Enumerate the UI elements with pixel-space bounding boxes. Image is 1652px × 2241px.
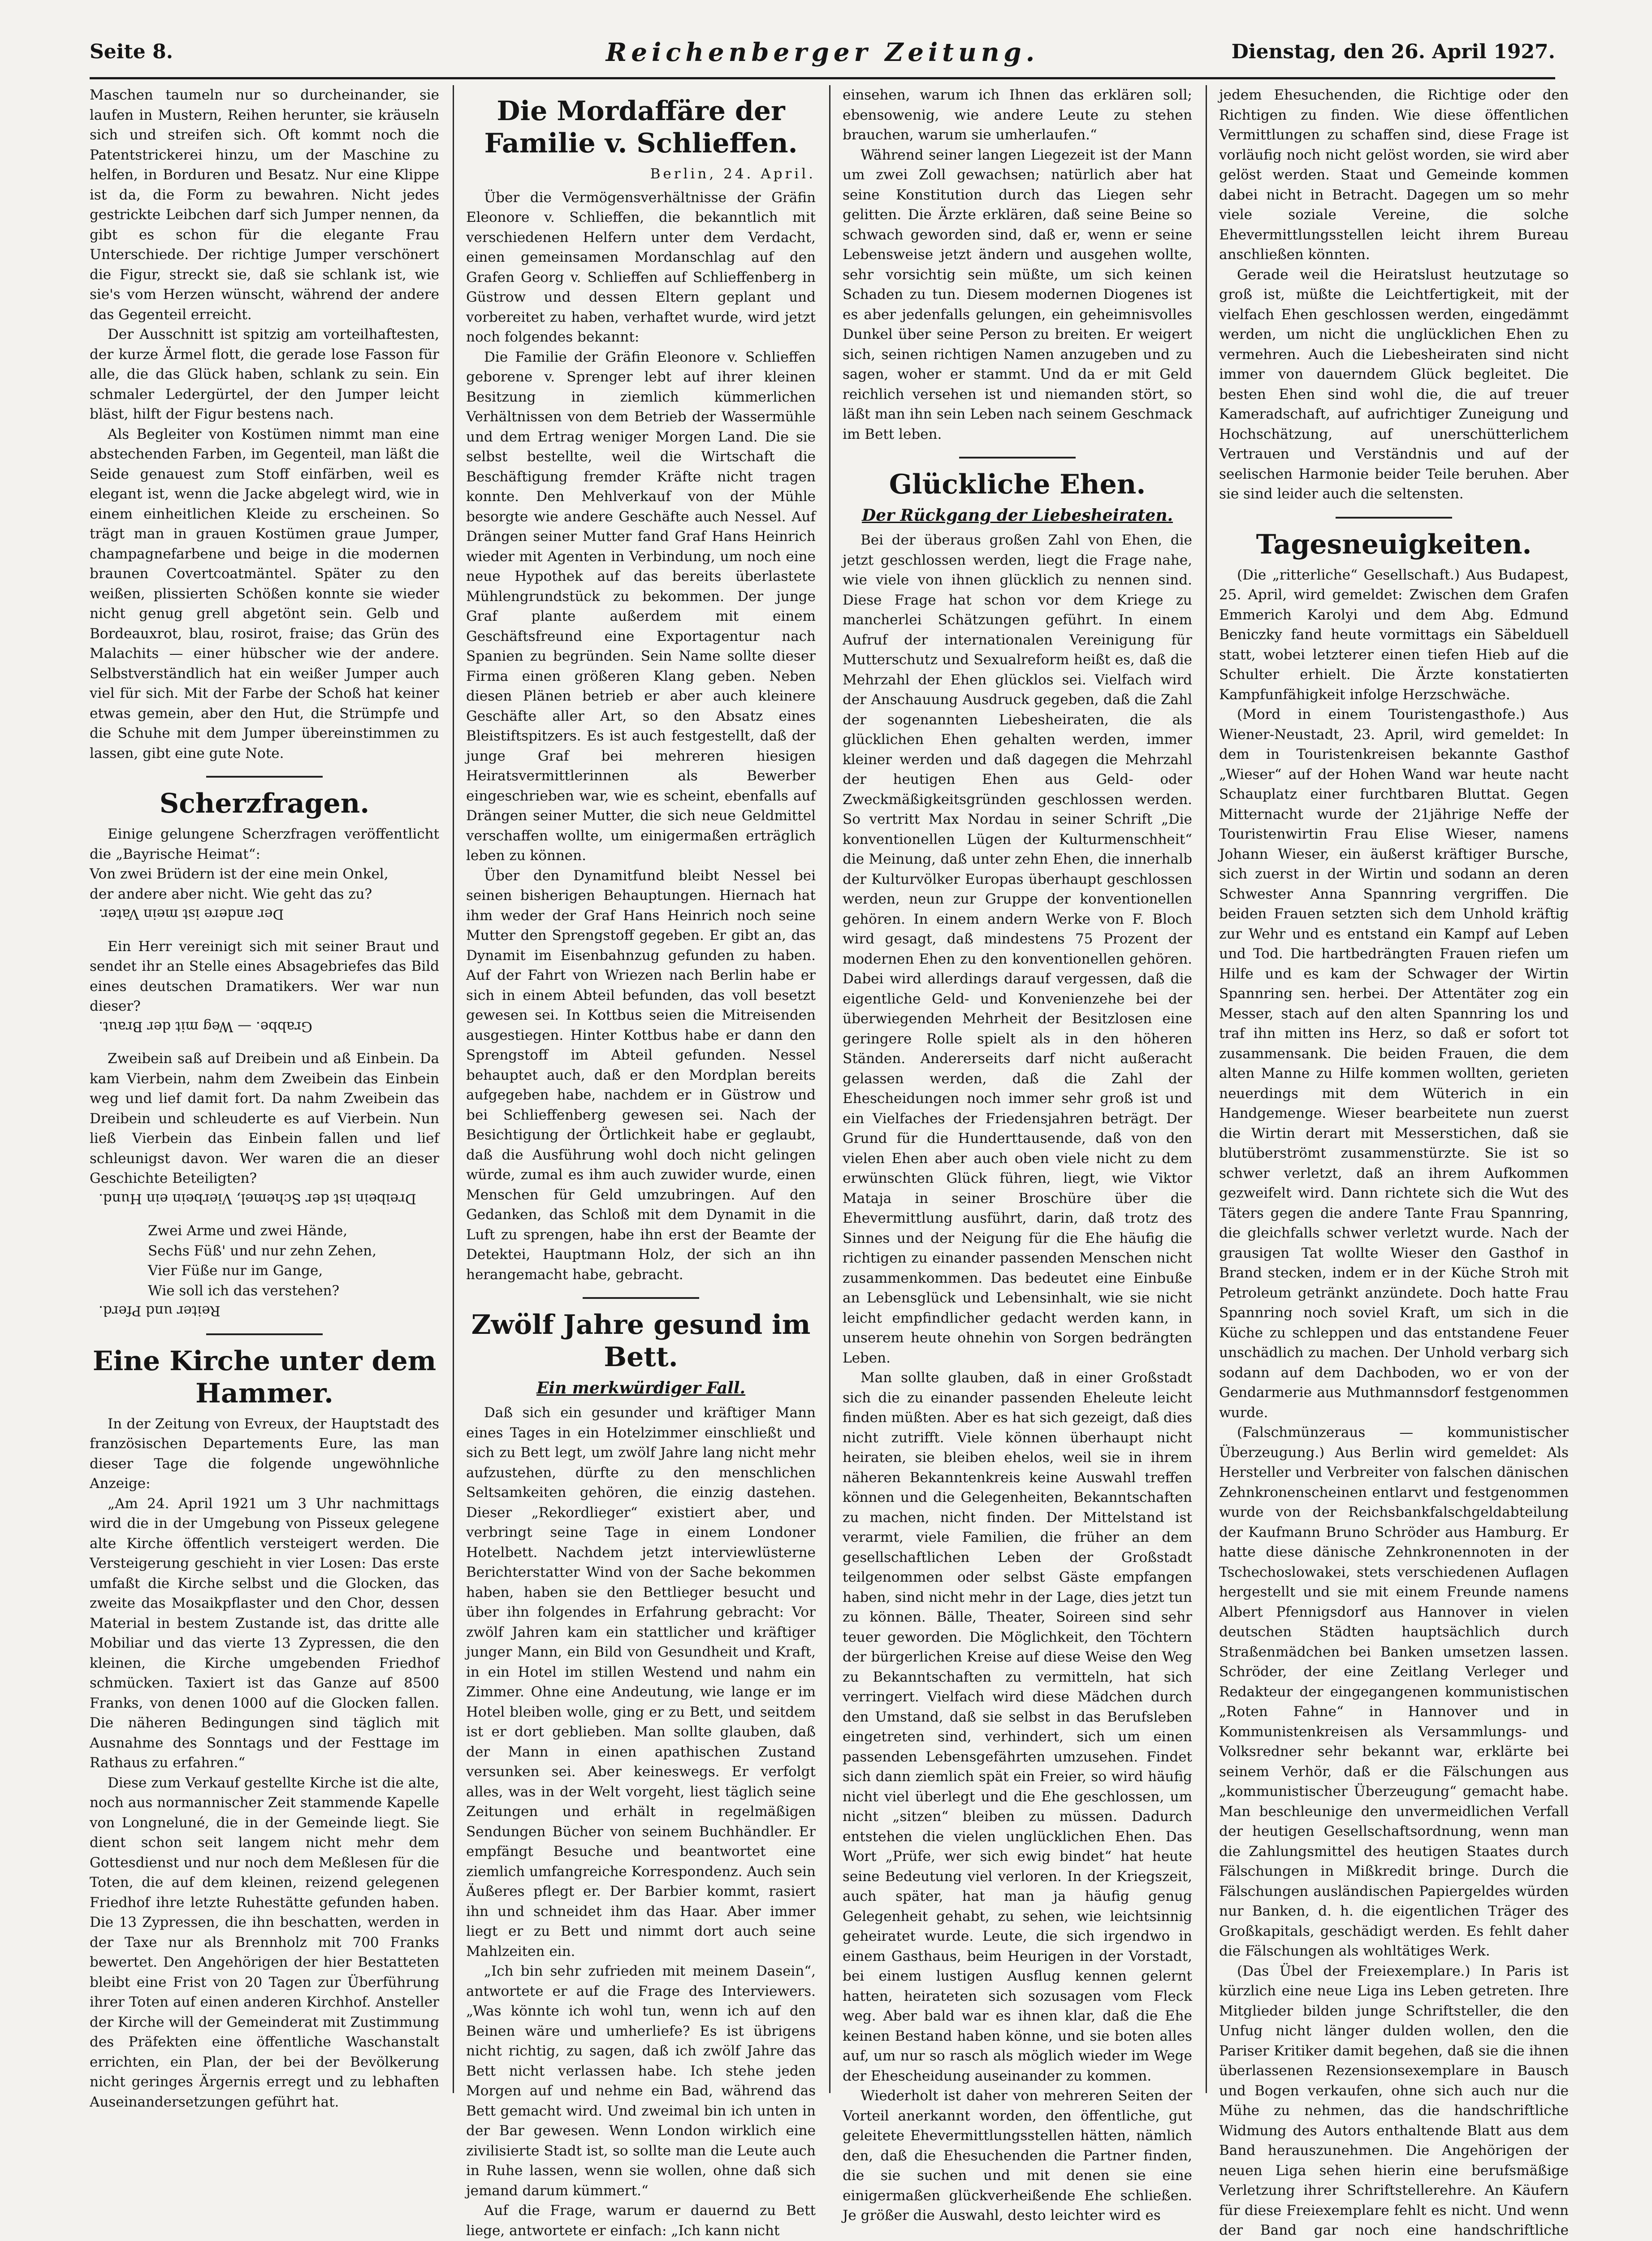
divider: [959, 457, 1076, 459]
news-item: (Mord in einem Touristengasthofe.) Aus Wiener-Neustadt, 23. April, wird gemeldet: In dem in Touristenkreisen bekannte Gasthof „Wieser“ auf der Hohen Wand war heute nacht Schauplatz einer furchtbaren Bluttat. Gegen Mitternacht wurde der 21jährige Neffe der Touristenwirtin Frau Elise Wieser, namens Johann Wieser, ein äußerst kräftiger Bursche, sich zuerst in der Wirtin und sodann an deren Schwester Anna Spannring vergriffen. Die beiden Frauen setzten sich dem Unhold kräftig zur Wehr und es entstand ein Kampf auf Leben und Tod. Die hartbedrängten Frauen riefen um Hilfe und es kam der Schwager der Wirtin Spannring sen. herbei. Der Attentäter zog ein Messer, stach auf den alten Spannring los und traf ihn mitten ins Herz, so daß er sofort tot zusammensank. Die beiden Frauen, die dem alten Manne zu Hilfe kommen wollten, gerieten neuerdings mit dem Wüterich in ein Handgemenge. Wieser bearbeitete nun zuerst die Wirtin derart mit Messerstichen, daß sie blutüberströmt zusammenstürzte. Sie ist so schwer verletzt, daß an ihrem Aufkommen gezweifelt wird. Dann richtete sich die Wut des Täters gegen die andere Tante Frau Spannring, die gleichfalls schwer verletzt wurde. Nach der grausigen Tat wollte Wieser den Gasthof in Brand stecken, indem er in der Küche Stroh mit Petroleum getränkt anzündete. Doch hatte Frau Spannring noch soviel Kraft, um sich in die Küche zu schleppen und das entstandene Feuer unschädlich zu machen. Der Unhold verbarg sich sodann auf dem Dachboden, wo er von der Gendarmerie aus Muthmannsdorf festgenommen wurde.: [1219, 705, 1569, 1423]
divider: [1336, 517, 1452, 519]
column-1: [90, 85, 439, 2089]
news-item: (Falschmünzeraus — kommunistischer Überzeugung.) Aus Berlin wird gemeldet: Als Hersteller und Verbreiter von falschen dänischen Zehnkronenscheinen entlarvt und festgenommen wurde von der Reichsbankfalschgeldabteilung der Kaufmann Bruno Schröder aus Hamburg. Er hatte diese dänische Zehnkronennoten in der Tschechoslowakei, stets verschiedenen Auflagen hergestellt und sie mit einem Freunde namens Albert Pfennigsdorf aus Hannover in vielen deutschen Städten hauptsächlich durch Straßenmädchen bei Banken umsetzen lassen. Schröder, der eine Zeitlang Verleger und Redakteur der eingegangenen kommunistischen „Roten Fahne“ in Hannover und in Kommunistenkreisen als Versammlungs- und Volksredner sehr bekannt war, erklärte bei seinem Verhör, daß er die Fälschungen aus „kommunistischer Überzeugung“ gemacht habe. Man beschleunige den unvermeidlichen Verfall der heutigen Gesellschaftsordnung, wenn man die Zahlungsmittel des heutigen Staates durch Fälschungen in Mißkredit bringe. Durch die Fälschungen ausländischen Papiergeldes würden nur Banken, d. h. die eigentlichen Träger des Großkapitals, geschädigt werden. Es fehlt daher die Fälschungen als wohltätiges Werk.: [1219, 1423, 1569, 1961]
article-subheading: Der Rückgang der Liebesheiraten.: [843, 505, 1192, 526]
divider: [583, 1297, 699, 1299]
column-rule: [453, 85, 454, 2093]
article-text: Wiederholt ist daher von mehreren Seiten der Vorteil anerkannt worden, den öffentliche, gut geleitete Ehevermittlungsstellen hätten, nämlich den, daß die Ehesuchenden die Partner finden, die sie suchen und mit denen sie eine einigermaßen glückverheißende Ehe schließen. Je größer die Auswahl, desto leichter wird es: [843, 2086, 1192, 2226]
article-text: In der Zeitung von Evreux, der Hauptstadt des französischen Departements Eure, las man dieser Tage die folgende ungewöhnliche Anzeige:: [90, 1414, 439, 1494]
article-heading: Tagesneuigkeiten.: [1219, 528, 1569, 561]
riddle-question: der andere aber nicht. Wie geht das zu?: [90, 884, 439, 904]
article-heading: Scherzfragen.: [90, 787, 439, 820]
page-header: [90, 37, 1555, 79]
article-text: Diese zum Verkauf gestellte Kirche ist die alte, noch aus normannischer Zeit stammende Kapelle von Longneluné, die in der Gemeinde liegt. Sie dient schon seit langem nicht mehr dem Gottesdienst und nur noch dem Meßlesen für die Toten, die auf dem kleinen, reizend gelegenen Friedhof ihre letzte Ruhestätte gefunden haben. Die 13 Zypressen, die ihn beschatten, werden in der Taxe nur als Brennholz mit 700 Franks bewertet. Den Angehörigen der hier Bestatteten bleibt eine Frist von 20 Tagen zur Überführung ihrer Toten auf einen anderen Kirchhof. Ansteller der Kirche will der Gemeinderat mit Zustimmung des Präfekten eine öffentliche Waschanstalt errichten, ein Plan, der bei der Bevölkerung nicht geringes Ärgernis erregt und zu lebhaften Auseinandersetzungen geführt hat.: [90, 1773, 439, 2112]
dateline: Berlin, 24. April.: [466, 164, 816, 184]
page-number: Seite 8.: [90, 40, 173, 63]
article-text: Einige gelungene Scherzfragen veröffentlicht die „Bayrische Heimat“:: [90, 824, 439, 864]
riddle-verse-line: Wie soll ich das verstehen?: [90, 1281, 439, 1301]
article-text: einsehen, warum ich Ihnen das erklären soll; ebensowenig, wie andere Leute zu stehen brauchen, warum sie umherlaufen.“: [843, 85, 1192, 145]
column-rule: [829, 85, 830, 2093]
article-text: Daß sich ein gesunder und kräftiger Mann eines Tages in ein Hotelzimmer einschließt und sich zu Bett legt, um zwölf Jahre lang nicht mehr aufzustehen, dürfte zu den menschlichen Seltsamkeiten gehören, die einzig dastehen. Dieser „Rekordlieger“ existiert aber, und verbringt seine Tage in einem Londoner Hotelbett. Nachdem jetzt interviewlüsterne Berichterstatter Wind von der Sache bekommen haben, haben sie den Bettlieger besucht und über ihn folgendes in Erfahrung gebracht: Vor zwölf Jahren kam ein stattlicher und kräftiger junger Mann, ein Bild von Gesundheit und Kraft, in ein Hotel im stillen Westend und nahm ein Zimmer. Ohne eine Andeutung, wie lange er im Hotel bleiben wolle, ging er zu Bett, und seitdem ist er dort geblieben. Man sollte glauben, daß der Mann in einen apathischen Zustand versunken sei. Aber keineswegs. Er verfolgt alles, was in der Welt vorgeht, liest täglich seine Zeitungen und erhält in regelmäßigen Sendungen Bücher von seinem Buchhändler. Er empfängt Besuche und beantwortet eine ziemlich umfangreiche Korrespondenz. Auch sein Äußeres pflegt er. Der Barbier kommt, rasiert ihn und schneidet ihm das Haar. Aber immer liegt er zu Bett und nimmt dort auch seine Mahlzeiten ein.: [466, 1403, 816, 1961]
masthead: Reichenberger Zeitung.: [90, 38, 1555, 67]
riddle-verse-line: Vier Füße nur im Gange,: [90, 1261, 439, 1281]
article-text: Bei der überaus großen Zahl von Ehen, die jetzt geschlossen werden, liegt die Frage nahe, wie viele von ihnen glücklich zu nennen sind. Diese Frage hat schon vor dem Kriege zu mancherlei Schätzungen geführt. In einem Aufruf der internationalen Vereinigung für Mutterschutz und Sexualreform heißt es, daß die Mehrzahl der Ehen glücklos sei. Vielfach wird der Anschauung Ausdruck gegeben, daß die Zahl der sogenannten Liebesheiraten, die als glücklichen Ehen gehalten werden, immer kleiner werden und daß dagegen die Mehrzahl der heutigen Ehen aus Geld- oder Zweckmäßigkeitsgründen geschlossen werden. So vertritt Max Nordau in seiner Schrift „Die konventionellen Lügen der Kulturmenschheit“ die Meinung, daß unter zehn Ehen, die innerhalb der Kulturvölker Europas überhaupt geschlossen werden, neun zur Gruppe der konventionellen gehören. In einem andern Werke von F. Bloch wird gesagt, daß mindestens 75 Prozent der modernen Ehen zu den konventionellen gehören. Dabei wird allerdings darauf vergessen, daß die eigentliche Geld- und Konvenienzehe bei der überwiegenden Mehrheit der Besitzlosen eine geringere Rolle spielt als in den höheren Ständen. Andererseits darf nicht außeracht gelassen werden, daß die Zahl der Ehescheidungen noch immer sehr groß ist und ein Vielfaches der Friedensjahren beträgt. Der Grund für die Hunderttausende, daß von den vielen Ehen aber auch oben viele nicht zu dem erwünschten Glück führen, liegt, wie Viktor Mataja in seiner Broschüre über die Ehevermittlung ausführt, darin, daß trotz des Sinnes und der Neigung für die Ehe häufig die richtigen zu einander passenden Menschen nicht zusammenkommen. Das bedeutet eine Einbuße an Lebensglück und Lebensinhalt, wie sie nicht leicht empfindlicher gedacht werden kann, in unserem heute ohnehin von Sorgen bedrängten Leben.: [843, 530, 1192, 1368]
article-heading: Eine Kirche unter dem Hammer.: [90, 1345, 439, 1410]
article-text: Die Familie der Gräfin Eleonore v. Schlieffen geborene v. Sprenger lebt auf ihrer kleinen Besitzung in ziemlich kümmerlichen Verhältnissen von dem Betrieb der Wassermühle und dem Ertrag weniger Morgen Land. Die sie selbst bestellte, weil die Wirtschaft die Beschäftigung fremder Kräfte nicht tragen konnte. Den Mehlverkauf von der Mühle besorgte wie andere Geschäfte auch Nessel. Auf Drängen seiner Mutter fand Graf Hans Heinrich wieder mit Agenten in Verbindung, um noch eine neue Hypothek auf das bereits überlastete Mühlengrundstück zu bekommen. Der junge Graf plante außerdem mit einem Geschäftsfreund eine Exportagentur nach Spanien zu begründen. Sein Name sollte dieser Firma einen größeren Klang geben. Neben diesen Plänen betrieb er aber auch kleinere Geschäfte aller Art, so den Absatz eines Bleistiftspitzers. Es ist auch festgestellt, daß der junge Graf bei mehreren hiesigen Heiratsvermittlerinnen als Bewerber eingeschrieben war, wie es scheint, ebenfalls auf Drängen seiner Mutter, die sich neue Geldmittel verschaffen wollte, um einigermaßen erträglich leben zu können.: [466, 347, 816, 866]
article-text: Während seiner langen Liegezeit ist der Mann um zwei Zoll gewachsen; natürlich aber hat seine Konstitution durch das Liegen sehr gelitten. Die Ärzte erklären, daß seine Beine so schwach geworden sind, daß er, wenn er seine Lebensweise jetzt ändern und ausgehen wollte, sehr vorsichtig sein müßte, um sich keinen Schaden zu tun. Diesem modernen Diogenes ist es aber jedenfalls gelungen, ein geheimnisvolles Dunkel über seine Person zu breiten. Er weigert sich, seinen richtigen Namen anzugeben und zu sagen, woher er stammt. Und da er mit Geld reichlich versehen ist und niemanden stört, so läßt man ihn sein Leben nach seinem Geschmack im Bett leben.: [843, 145, 1192, 445]
article-text: Über die Vermögensverhältnisse der Gräfin Eleonore v. Schlieffen, die bekanntlich mit verschiedenen Helfern unter dem Verdacht, einen gemeinsamen Mordanschlag auf den Grafen Georg v. Schlieffen auf Schlieffenberg in Güstrow und dessen Eltern geplant und vorbereitet zu haben, verhaftet wurde, wird jetzt noch folgendes bekannt:: [466, 188, 816, 347]
news-item: (Das Übel der Freiexemplare.) In Paris ist kürzlich eine neue Liga ins Leben getreten. Ihre Mitglieder bilden junge Schriftsteller, die den Unfug nicht länger dulden wollen, den die Pariser Kritiker damit begehen, daß sie die ihnen überlassenen Rezensionsexemplare in Bausch und Bogen verkaufen, ohne sich auch nur die Mühe zu nehmen, das die handschriftliche Widmung des Autors enthaltende Blatt aus dem Band herauszunehmen. Die Angehörigen der neuen Liga sehen hierin eine berufsmäßige Verletzung ihrer Schriftstellerehre. An Käufern für diese Freiexemplare fehlt es nicht. Und wenn der Band gar noch eine handschriftliche: [1219, 1961, 1569, 2241]
issue-date: Dienstag, den 26. April 1927.: [1232, 40, 1555, 63]
riddle-verse-line: Sechs Füß' und nur zehn Zehen,: [90, 1241, 439, 1261]
article-text: Man sollte glauben, daß in einer Großstadt sich die zu einander passenden Eheleute leicht finden müßten. Aber es hat sich gezeigt, daß dies nicht zutrifft. Viele können überhaupt nicht heiraten, sie bleiben ehelos, weil sie in ihrem näheren Bekanntenkreis keine Auswahl treffen können und die Gelegenheiten, Bekanntschaften zu machen, nicht finden. Der Mittelstand ist verarmt, viele Familien, die früher an dem gesellschaftlichen Leben der Großstadt teilgenommen oder selbst Gäste empfangen haben, sind nicht mehr in der Lage, dies jetzt tun zu können. Bälle, Theater, Soireen sind sehr teuer geworden. Die Möglichkeit, den Töchtern der bürgerlichen Kreise auf diese Weise den Weg zu Bekanntschaften zu vermitteln, hat sich verringert. Vielfach wird diese Mädchen durch den Umstand, daß sie selbst in das Berufsleben eingetreten sind, verhindert, sich um einen passenden Lebensgefährten umzusehen. Findet sich dann ziemlich spät ein Freier, so wird häufig nicht viel überlegt und die Ehe geschlossen, um nicht „sitzen“ bleiben zu müssen. Dadurch entstehen die vielen unglücklichen Ehen. Das Wort „Prüfe, wer sich ewig bindet“ hat heute seine Bedeutung viel verloren. In der Kriegszeit, auch später, hat man ja häufig genug Gelegenheit gehabt, zu sehen, wie leichtsinnig geheiratet wurde. Leute, die sich irgendwo in einem Gasthaus, beim Heurigen in der Vorstadt, bei einem lustigen Ausflug kennen gelernt hatten, heirateten sich sozusagen vom Fleck weg. Aber bald war es ihnen klar, daß die Ehe keinen Bestand haben könne, und sie boten alles auf, um nur so rasch als möglich wieder im Wege der Ehescheidung auseinander zu kommen.: [843, 1368, 1192, 2086]
riddle-answer-inverted: Grabbe. — Weg mit der Braut.: [90, 1017, 439, 1037]
article-text: Der Ausschnitt ist spitzig am vorteilhaftesten, der kurze Ärmel flott, die gerade lose Fasson für alle, die das Glück haben, schlank zu sein. Ein schmaler Ledergürtel, der den Jumper leicht bläst, hilft der Figur bestens nach.: [90, 324, 439, 424]
riddle-question: Ein Herr vereinigt sich mit seiner Braut und sendet ihr an Stelle eines Absagebriefes das Bild eines deutschen Dramatikers. Wer war nun dieser?: [90, 937, 439, 1017]
column-2: [466, 85, 816, 2089]
article-text: Als Begleiter von Kostümen nimmt man eine abstechenden Farben, im Gegenteil, man läßt die Seide genauest zum Stoff einfärben, weil es elegant ist, wenn die Jacke abgelegt wird, wie in einem einheitlichen Kleide zu erscheinen. So trägt man in grauen Kostümen graue Jumper, champagnefarbene und beige in die modernen braunen Covertcoatmäntel. Später zu den weißen, plissierten Schößen konnte sie wieder nicht genug grell abgetönt sein. Gelb und Bordeauxrot, blau, rosirot, fraise; das Grün des Malachits — einer hübscher wie der andere. Selbstverständlich hat ein weißer Jumper auch viel für sich. Mit der Farbe der Schoß hat keiner etwas gemein, aber den Hut, die Strümpfe und die Schuhe mit dem Jumper übereinstimmen zu lassen, gibt eine gute Note.: [90, 424, 439, 764]
article-heading: Die Mordaffäre der Familie v. Schlieffen.: [466, 95, 816, 160]
news-item: (Die „ritterliche“ Gesellschaft.) Aus Budapest, 25. April, wird gemeldet: Zwischen dem Grafen Emmerich Karolyi und dem Abg. Edmund Beniczky fand heute vormittags ein Säbelduell statt, wobei letzterer einen tiefen Hieb auf die Schulter erhielt. Die Ärzte konstatierten Kampfunfähigkeit infolge Herzschwäche.: [1219, 565, 1569, 705]
column-4: [1219, 85, 1569, 2089]
article-heading: Zwölf Jahre gesund im Bett.: [466, 1309, 816, 1373]
divider: [206, 776, 323, 778]
article-text: Über den Dynamitfund bleibt Nessel bei seinen bisherigen Behauptungen. Hiernach hat ihm weder der Graf Hans Heinrich noch seine Mutter den Sprengstoff gegeben. Er gibt an, das Dynamit im Eisenbahnzug gefunden zu haben. Auf der Fahrt von Wriezen nach Berlin habe er sich in einem Abteil befunden, das voll besetzt gewesen sei. In Kottbus seien die Mitreisenden ausgestiegen. Hinter Kottbus habe er dann den Sprengstoff im Abteil gefunden. Nessel behauptet auch, daß er den Mordplan bereits aufgegeben habe, nachdem er in Güstrow und bei Schlieffenberg gewesen sei. Nach der Besichtigung der Örtlichkeit habe er geglaubt, daß die Ausführung wohl doch nicht gelingen würde, zumal es ihm auch zuwider wurde, einen Menschen für Geld umzubringen. Auf den Gedanken, das Schloß mit dem Dynamit in die Luft zu sprengen, habe ihn erst der Beamte der Detektei, Hauptmann Holz, der sich an ihn herangemacht habe, gebracht.: [466, 866, 816, 1285]
article-text: Maschen taumeln nur so durcheinander, sie laufen in Mustern, Reihen herunter, sie kräuseln sich und streifen sich. Oft kommt noch die Patentstrickerei hinzu, um der Maschine zu helfen, in Borduren und Besatz. Nur eine Klippe ist da, die Form zu bewahren. Nicht jedes gestrickte Leibchen darf sich Jumper nennen, da gibt es schon für die elegante Frau Unterschiede. Der richtige Jumper verschönert die Figur, streckt sie, daß sie schlank ist, wie sie's vom Herzen wünscht, während der andere das Gegenteil erreicht.: [90, 85, 439, 324]
column-rule: [1206, 85, 1207, 2093]
article-text: „Am 24. April 1921 um 3 Uhr nachmittags wird die in der Umgebung von Pisseux gelegene alte Kirche öffentlich versteigert werden. Die Versteigerung geschieht in vier Losen: Das erste umfaßt die Kirche selbst und die Glocken, das zweite das Mosaikpflaster und den Chor, dessen Material in bestem Zustande ist, das dritte alle Mobiliar und das vierte 13 Zypressen, die den kleinen, die Kirche umgebenden Friedhof schmücken. Taxiert ist das Ganze auf 8500 Franks, von denen 1000 auf die Glocken fallen. Die näheren Bedingungen sind täglich mit Ausnahme des Sonntags und der Festtage im Rathaus zu erfahren.“: [90, 1494, 439, 1773]
riddle-answer-inverted: Dreibein ist der Schemel, Vierbein ein Hund.: [90, 1189, 439, 1209]
riddle-question: Von zwei Brüdern ist der eine mein Onkel,: [90, 864, 439, 884]
article-text: Auf die Frage, warum er dauernd zu Bett liege, antwortete er einfach: „Ich kann nicht: [466, 2201, 816, 2241]
riddle-answer-inverted: Reiter und Pferd.: [90, 1301, 439, 1321]
column-3: [843, 85, 1192, 2089]
divider: [206, 1333, 323, 1335]
article-text: jedem Ehesuchenden, die Richtige oder den Richtigen zu finden. Wie diese öffentlichen Vermittlungen zu schaffen sind, diese Frage ist vorläufig noch nicht gelöst worden, sie wird aber gelöst werden. Staat und Gemeinde kommen dabei nicht in Betracht. Dagegen um so mehr viele soziale Vereine, die solche Ehevermittlungsstellen leicht ihrem Bureau anschließen könnten.: [1219, 85, 1569, 265]
riddle-answer-inverted: Der andere ist mein Vater.: [90, 904, 439, 924]
article-heading: Glückliche Ehen.: [843, 468, 1192, 501]
riddle-verse-line: Zwei Arme und zwei Hände,: [90, 1221, 439, 1241]
article-text: Gerade weil die Heiratslust heutzutage so groß ist, müßte die Leichtfertigkeit, mit der vielfach Ehen geschlossen werden, eingedämmt werden, um nicht die unglücklichen Ehen zu vermehren. Auch die Liebesheiraten sind nicht immer von dauerndem Glück begleitet. Die besten Ehen sind wohl die, die auf treuer Kameradschaft, auf aufrichtiger Zuneigung und Hochschätzung, auf unerschütterlichem Vertrauen und Verständnis und auf der seelischen Harmonie beider Teile beruhen. Aber sie sind leider auch die seltensten.: [1219, 265, 1569, 504]
article-subheading: Ein merkwürdiger Fall.: [466, 1378, 816, 1398]
article-text: „Ich bin sehr zufrieden mit meinem Dasein“, antwortete er auf die Frage des Interviewers. „Was könnte ich wohl tun, wenn ich auf den Beinen wäre und umherliefe? Es ist übrigens nicht richtig, zu sagen, daß ich zwölf Jahre das Bett nicht verlassen habe. Ich stehe jeden Morgen auf und nehme ein Bad, während das Bett gemacht wird. Und zweimal bin ich unten in der Bar gewesen. Wenn London wirklich eine zivilisierte Stadt ist, so sollte man die Leute auch in Ruhe lassen, wenn sie wollen, ohne daß sich jemand darum kümmert.“: [466, 1961, 816, 2201]
riddle-question: Zweibein saß auf Dreibein und aß Einbein. Da kam Vierbein, nahm dem Zweibein das Einbein weg und lief damit fort. Da nahm Zweibein das Dreibein und schleuderte es auf Vierbein. Nun ließ Vierbein das Einbein fallen und lief schleunigst davon. Wer waren die an dieser Geschichte Beteiligten?: [90, 1049, 439, 1189]
